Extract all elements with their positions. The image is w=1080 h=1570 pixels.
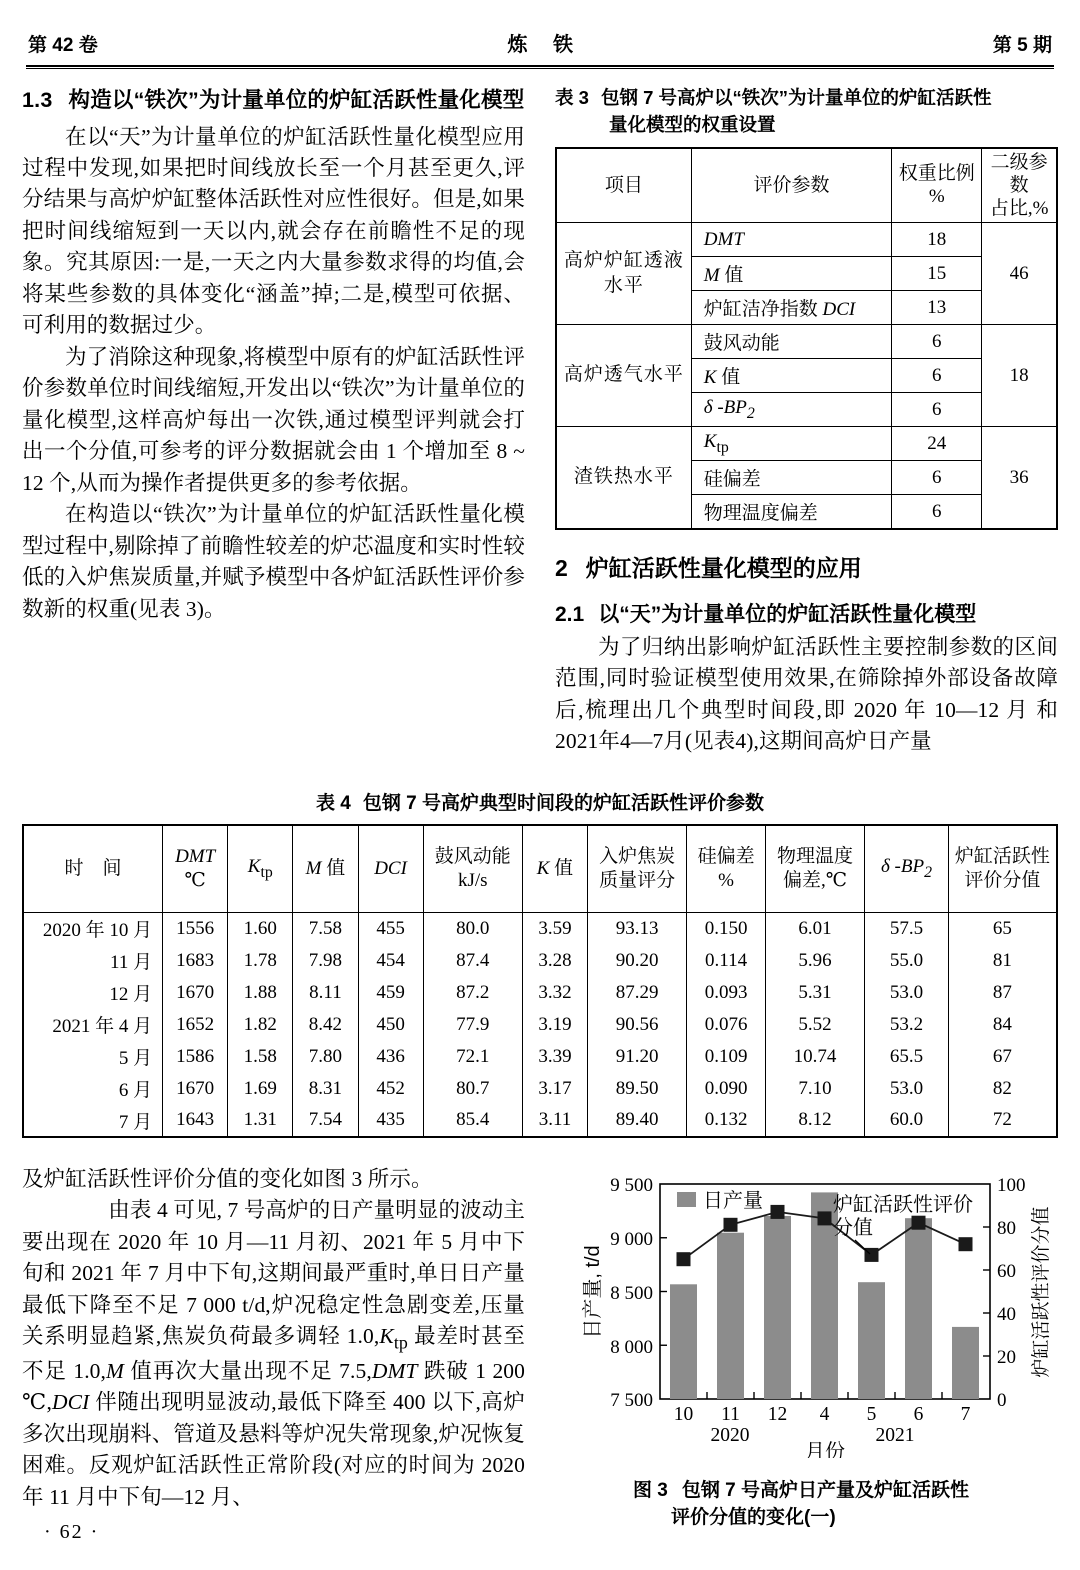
table4-cell: 91.20	[588, 1041, 687, 1073]
table4-th-blast-energy	[423, 825, 522, 913]
table4-cell: 7.58	[293, 913, 358, 945]
table4-th-score	[948, 825, 1057, 913]
table4-cell: 3.39	[522, 1041, 587, 1073]
paragraph-1: 在以“天”为计量单位的炉缸活跃性量化模型应用过程中发现,如果把时间线放长至一个月甚至更久,评分结果与高炉炉缸整体活跃性对应性很好。但是,如果把时间线缩短到一天以内,就会存在前瞻性不足的现象。究其原因:一是,一天之内大量参数求得的均值,会将某些参数的具体变化“涵盖”掉;二是,模型可依据、可利用的数据过少。	[22, 124, 525, 338]
table4-cell: 3.19	[522, 1009, 587, 1041]
bar-12	[764, 1216, 791, 1399]
bar-7	[952, 1327, 979, 1399]
table4-cell: 93.13	[588, 913, 687, 945]
x-tick-12: 12	[767, 1403, 788, 1425]
table4-th-ktp: $K_{tp}$	[228, 825, 293, 913]
table4-cell: 0.150	[687, 913, 766, 945]
lower-paragraph-1: 及炉缸活跃性评价分值的变化如图 3 所示。	[22, 1166, 433, 1191]
table4-cell: 72	[948, 1105, 1057, 1137]
x-group-2021: 2021	[875, 1424, 915, 1446]
table4-cell: 5.31	[765, 977, 864, 1009]
table4-caption-text: 包钢 7 号高炉典型时间段的炉缸活跃性评价参数	[362, 792, 764, 814]
table4-cell: 450	[358, 1009, 423, 1041]
table4-cell: 82	[948, 1073, 1057, 1105]
table4-cell: 7.98	[293, 945, 358, 977]
table4-cell: 0.132	[687, 1105, 766, 1137]
table4-cell: 0.093	[687, 977, 766, 1009]
table3-th-subtotal-l2: 占比,%	[989, 197, 1049, 219]
y2-tick-80: 80	[997, 1217, 1016, 1239]
table3-subtotal-1: 46	[982, 223, 1057, 325]
table-row	[556, 223, 1057, 257]
table4-cell: 87.2	[423, 977, 522, 1009]
table4-cell: 8.11	[293, 977, 358, 1009]
table4-cell: 1643	[163, 1105, 228, 1137]
x-tick-11: 11	[721, 1403, 740, 1425]
table4-cell: 7 月	[23, 1105, 163, 1137]
y-tick-9500: 9 500	[610, 1174, 653, 1196]
lower-columns	[22, 1164, 1058, 1532]
table4-cell: 5 月	[23, 1041, 163, 1073]
x-axis-title: 月份	[805, 1440, 845, 1458]
paragraph-3: 在构造以“铁次”为计量单位的炉缸活跃性量化模型过程中,剔除掉了前瞻性较差的炉芯温度和实时性较低的入炉焦炭质量,并赋予模型中各炉缸活跃性评价参数新的权重(见表 3)。	[22, 502, 525, 621]
section-number-2: 2	[555, 555, 568, 582]
table4-header-row	[23, 825, 1057, 913]
table-row	[556, 427, 1057, 461]
table4-cell: 80.7	[423, 1073, 522, 1105]
x-tick-5: 5	[866, 1403, 877, 1425]
table3	[555, 147, 1058, 531]
table3-param-2-2: K 值	[691, 359, 891, 393]
table4-cell: 65	[948, 913, 1057, 945]
right-column	[555, 85, 1058, 758]
table3-th-item	[556, 148, 691, 223]
table3-param-3-1: $K_{tp}$	[691, 427, 891, 461]
marker-5	[865, 1248, 879, 1262]
table3-weight-3-1: 24	[892, 427, 982, 461]
table3-th-subtotal	[982, 148, 1057, 223]
table4-th-dci	[358, 825, 423, 913]
table4-cell: 3.11	[522, 1105, 587, 1137]
y2-tick-40: 40	[997, 1303, 1016, 1325]
table3-param-2-1: 鼓风动能	[691, 325, 891, 359]
table4-head	[23, 825, 1057, 913]
table4-cell: 3.17	[522, 1073, 587, 1105]
table4-th-si-l2: %	[718, 869, 734, 891]
marker-4	[818, 1211, 832, 1225]
table4-th-delta-bp2: δ $-BP_2$	[865, 825, 949, 913]
table4-cell: 84	[948, 1009, 1057, 1041]
table3-param-3-2: 硅偏差	[691, 461, 891, 495]
x-tick-7: 7	[960, 1403, 971, 1425]
table4-cell: 53.2	[865, 1009, 949, 1041]
running-header	[22, 0, 1058, 63]
table4-cell: 7.54	[293, 1105, 358, 1137]
volume-label: 第 42 卷	[28, 35, 98, 56]
table4-th-coke-l1: 入炉焦炭	[599, 846, 676, 868]
table4-cell: 1683	[163, 945, 228, 977]
table4-th-time	[23, 825, 163, 913]
bar-5	[858, 1282, 885, 1399]
marker-11	[724, 1217, 738, 1231]
table4-th-dmt-l1: DMT	[175, 846, 216, 868]
header-rule	[26, 65, 1054, 69]
table4-cell: 1.69	[228, 1073, 293, 1105]
table3-weight-2-1: 6	[892, 325, 982, 359]
table4-cell: 10.74	[765, 1041, 864, 1073]
table3-head	[556, 148, 1057, 223]
left-column	[22, 85, 525, 758]
bar-6	[905, 1218, 932, 1399]
table3-th-weight-l1: 权重比例	[898, 163, 975, 185]
figure3-chart	[555, 1168, 1058, 1463]
table4-cell: 5.96	[765, 945, 864, 977]
page-number: · 62 ·	[44, 1521, 100, 1543]
table4-cell: 2020 年 10 月	[23, 913, 163, 945]
table3-th-item-l1: 项目	[604, 174, 643, 196]
x-tick-labels	[674, 1404, 971, 1446]
marker-7	[959, 1237, 973, 1251]
table4-cell: 65.5	[865, 1041, 949, 1073]
table4-cell: 1670	[163, 977, 228, 1009]
table4-cell: 90.20	[588, 945, 687, 977]
section-number-1-3: 1.3	[22, 88, 53, 112]
table4-cell: 5.52	[765, 1009, 864, 1041]
figure3-label: 图 3	[633, 1479, 668, 1501]
table4-cell: 7.80	[293, 1041, 358, 1073]
paragraph-2: 为了消除这种现象,将模型中原有的炉缸活跃性评价参数单位时间线缩短,开发出以“铁次”为计量单位的量化模型,这样高炉每出一次铁,通过模型评判就会打出一个分值,可参考的评分数据就会由 1 个增加至 8 ~ 12 个,从而为操作者提供更多的参考依据。	[22, 344, 525, 495]
table4-cell: 452	[358, 1073, 423, 1105]
table4-th-score-l2: 评价分值	[964, 869, 1041, 891]
figure3-caption-line1: 包钢 7 号高炉日产量及炉缸活跃性	[681, 1479, 969, 1501]
table-row	[23, 1009, 1057, 1041]
y2-tick-100: 100	[997, 1174, 1026, 1196]
chart-svg	[555, 1168, 1055, 1458]
table3-param-2-3: δ $-BP_2$	[691, 393, 891, 427]
table4-cell: 85.4	[423, 1105, 522, 1137]
bar-11	[717, 1232, 744, 1398]
table4-cell: 8.42	[293, 1009, 358, 1041]
table4-cell: 2021 年 4 月	[23, 1009, 163, 1041]
table4-th-dmt-l2: ℃	[184, 869, 206, 891]
table3-caption	[555, 85, 1058, 139]
table4-cell: 7.10	[765, 1073, 864, 1105]
y2-tick-0: 0	[997, 1389, 1007, 1411]
lower-paragraph-2: 由表 4 可见, 7 号高炉的日产量明显的波动主要出现在 2020 年 10 月—11 月初、2021 年 5 月中下旬和 2021 年 7 月中下旬,这期间最严重时,单日日产量最低下降至不足 7 000 t/d,炉况稳定性急剧变差,压量关系明显趋紧,焦炭负荷最多调轻 $1.0,K_{tp}$ 最差时甚至不足 1.0,M 值再次大量出现不足 7.5,DMT 跌破 1 200 ℃,DCI 伴随出现明显波动,最低下降至 400 以下,高炉多次出现崩料、管道及悬料等炉况失常现象,炉况恢复困难。反观炉缸活跃性正常阶段(对应的时间为 2020 年 11 月中下旬—12 月、	[22, 1198, 525, 1509]
table4-cell: 87.29	[588, 977, 687, 1009]
table4-cell: 53.0	[865, 977, 949, 1009]
table3-th-param	[691, 148, 891, 223]
x-tick-4: 4	[819, 1403, 830, 1425]
table4-cell: 436	[358, 1041, 423, 1073]
table4-cell: 1.78	[228, 945, 293, 977]
table4-cell: 1556	[163, 913, 228, 945]
section-number-2-1: 2.1	[555, 603, 585, 627]
y2-axis-title: 炉缸活跃性评价分值	[1031, 1206, 1052, 1378]
y-tick-8000: 8 000	[610, 1336, 653, 1358]
table4-cell: 3.59	[522, 913, 587, 945]
right-paragraph-1: 为了归纳出影响炉缸活跃性主要控制参数的区间范围,同时验证模型使用效果,在筛除掉外部设备故障后,梳理出几个典型时间段,即 2020 年 10—12 月 和2021年4—7月(见表4),这期间高炉日产量	[555, 634, 1058, 754]
marker-6	[912, 1215, 926, 1229]
table-row	[556, 325, 1057, 359]
marker-10	[677, 1252, 691, 1266]
section-title-2-1: 以“天”为计量单位的炉缸活跃性量化模型	[598, 603, 977, 627]
table3-header-row	[556, 148, 1057, 223]
table4-cell: 3.28	[522, 945, 587, 977]
y-tick-7500: 7 500	[610, 1389, 653, 1411]
table4-cell: 1670	[163, 1073, 228, 1105]
figure3-caption	[555, 1477, 1058, 1532]
table3-caption-line1: 包钢 7 号高炉以“铁次”为计量单位的炉缸活跃性	[600, 87, 992, 108]
section-title-2: 炉缸活跃性量化模型的应用	[585, 555, 862, 582]
table4-th-dmt	[163, 825, 228, 913]
table4-cell: 87	[948, 977, 1057, 1009]
table4-cell: 1.58	[228, 1041, 293, 1073]
table3-weight-3-3: 6	[892, 495, 982, 530]
table3-weight-1-2: 15	[892, 257, 982, 291]
table4-body	[23, 913, 1057, 1137]
journal-title: 炼 铁	[507, 34, 584, 56]
table4-cell: 1.88	[228, 977, 293, 1009]
legend-label-production: 日产量	[703, 1189, 763, 1212]
table3-param-1-1	[691, 223, 891, 257]
table4	[22, 824, 1058, 1138]
table3-category-3: 渣铁热水平	[556, 427, 691, 530]
table3-weight-3-2: 6	[892, 461, 982, 495]
table4-cell: 455	[358, 913, 423, 945]
table4-th-si-dev	[687, 825, 766, 913]
table3-weight-1-1: 18	[892, 223, 982, 257]
x-tick-10: 10	[673, 1403, 694, 1425]
section-heading-1-3	[22, 85, 525, 116]
table3-weight-1-3: 13	[892, 291, 982, 325]
table3-body	[556, 223, 1057, 530]
table3-param-3-3: 物理温度偏差	[691, 495, 891, 530]
table4-th-score-l1: 炉缸活跃性	[954, 846, 1050, 868]
table-row	[23, 977, 1057, 1009]
issue-label: 第 5 期	[992, 35, 1052, 56]
table-row	[23, 1105, 1057, 1137]
table4-caption	[22, 788, 1058, 815]
table4-cell: 0.109	[687, 1041, 766, 1073]
y-axis-title: 日产量, t/d	[582, 1244, 604, 1339]
table3-th-weight-l2: %	[928, 186, 945, 208]
table4-cell: 6 月	[23, 1073, 163, 1105]
table3-category-2: 高炉透气水平	[556, 325, 691, 427]
table4-th-dci-l1: DCI	[374, 858, 407, 880]
table3-caption-line2: 量化模型的权重设置	[609, 113, 776, 135]
table4-cell: 89.40	[588, 1105, 687, 1137]
figure3-caption-line2: 评价分值的变化(一)	[671, 1507, 836, 1529]
table3-label: 表 3	[555, 87, 589, 108]
table3-subtotal-2: 18	[982, 325, 1057, 427]
table3-th-weight	[892, 148, 982, 223]
table4-cell: 72.1	[423, 1041, 522, 1073]
table4-cell: 81	[948, 945, 1057, 977]
table3-th-param-l1: 评价参数	[753, 174, 830, 196]
table4-th-blast-l2: kJ/s	[457, 869, 488, 891]
table4-cell: 55.0	[865, 945, 949, 977]
table4-cell: 6.01	[765, 913, 864, 945]
table4-wrapper	[22, 788, 1058, 1138]
table-row	[23, 1041, 1057, 1073]
y-tick-8500: 8 500	[610, 1282, 653, 1304]
left-axis	[610, 1175, 667, 1411]
table4-cell: 1.60	[228, 913, 293, 945]
section-heading-2-1	[555, 600, 1058, 629]
table3-category-1: 高炉炉缸透液水平	[556, 223, 691, 325]
table3-weight-2-3: 6	[892, 393, 982, 427]
table4-cell: 87.4	[423, 945, 522, 977]
table4-label: 表 4	[316, 792, 351, 814]
table4-cell: 1586	[163, 1041, 228, 1073]
table4-cell: 60.0	[865, 1105, 949, 1137]
table4-cell: 3.32	[522, 977, 587, 1009]
bar-10	[670, 1284, 697, 1399]
table4-cell: 8.12	[765, 1105, 864, 1137]
table4-cell: 89.50	[588, 1073, 687, 1105]
table4-cell: 80.0	[423, 913, 522, 945]
annotation-leader-line	[855, 1240, 870, 1254]
table4-cell: 435	[358, 1105, 423, 1137]
table3-param-1-3: 炉缸洁净指数 DCI	[691, 291, 891, 325]
table4-th-coke	[588, 825, 687, 913]
table4-cell: 8.31	[293, 1073, 358, 1105]
table3-param-text: DMT	[703, 228, 744, 250]
table4-th-si-l1: 硅偏差	[697, 846, 755, 868]
table4-cell: 0.090	[687, 1073, 766, 1105]
legend-swatch-production	[677, 1192, 696, 1207]
lower-left-column	[22, 1164, 525, 1532]
table3-param-1-2: M 值	[691, 257, 891, 291]
x-tick-6: 6	[913, 1403, 924, 1425]
annotation-score-line2: 分值	[833, 1216, 873, 1239]
table4-cell: 1.31	[228, 1105, 293, 1137]
table4-th-mvalue: M 值	[293, 825, 358, 913]
table4-cell: 0.076	[687, 1009, 766, 1041]
lower-right-column	[555, 1164, 1058, 1532]
section-heading-2	[555, 552, 1058, 584]
table4-cell: 1.82	[228, 1009, 293, 1041]
y2-tick-60: 60	[997, 1260, 1016, 1282]
table-row	[23, 913, 1057, 945]
table4-cell: 459	[358, 977, 423, 1009]
table4-th-temp-l1: 物理温度	[776, 846, 853, 868]
table4-cell: 12 月	[23, 977, 163, 1009]
table4-cell: 90.56	[588, 1009, 687, 1041]
table-row	[23, 945, 1057, 977]
table3-weight-2-2: 6	[892, 359, 982, 393]
table3-subtotal-3: 36	[982, 427, 1057, 530]
table4-cell: 1652	[163, 1009, 228, 1041]
table4-th-temp-l2: 偏差,℃	[782, 869, 847, 891]
table4-th-blast-l1: 鼓风动能	[434, 846, 511, 868]
y2-tick-20: 20	[997, 1346, 1016, 1368]
table4-cell: 0.114	[687, 945, 766, 977]
table4-cell: 57.5	[865, 913, 949, 945]
x-group-2020: 2020	[710, 1424, 750, 1446]
table4-th-coke-l2: 质量评分	[599, 869, 676, 891]
table3-th-subtotal-l1: 二级参数	[990, 151, 1048, 196]
annotation-score-line1: 炉缸活跃性评价	[833, 1193, 973, 1216]
table4-cell: 11 月	[23, 945, 163, 977]
y-tick-9000: 9 000	[610, 1228, 653, 1250]
table4-cell: 53.0	[865, 1073, 949, 1105]
upper-columns	[22, 85, 1058, 758]
table4-th-kvalue: K 值	[522, 825, 587, 913]
table4-th-temp-dev	[765, 825, 864, 913]
table4-th-time-l1: 时 间	[64, 858, 122, 880]
table4-cell: 67	[948, 1041, 1057, 1073]
table4-cell: 77.9	[423, 1009, 522, 1041]
marker-12	[771, 1205, 785, 1219]
section-title-1-3: 构造以“铁次”为计量单位的炉缸活跃性量化模型	[68, 88, 525, 112]
table-row	[23, 1073, 1057, 1105]
table4-cell: 454	[358, 945, 423, 977]
